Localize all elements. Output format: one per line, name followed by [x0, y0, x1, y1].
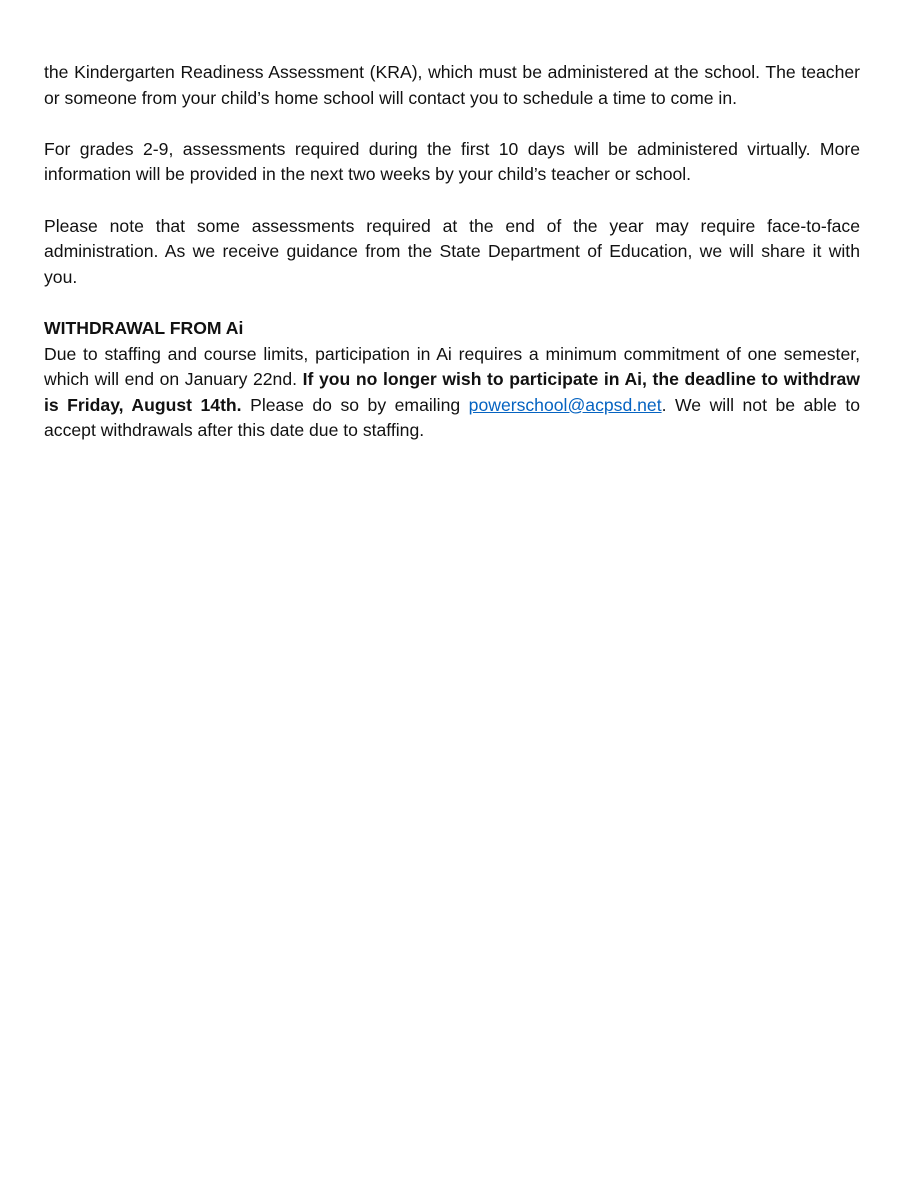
email-link[interactable]: powerschool@acpsd.net	[468, 394, 662, 415]
withdrawal-text-1: Due to staffing and course limits, participation in Ai requires a minimum commitment of one semester, which will end on January 22nd.	[44, 343, 860, 390]
withdrawal-paragraph	[44, 342, 860, 444]
paragraph-end-of-year: Please note that some assessments required at the end of the year may require face-to-face administration. As we receive guidance from the State Department of Education, we will share it with you.	[44, 215, 860, 287]
withdrawal-section	[44, 316, 860, 444]
withdrawal-deadline-text: If you no longer wish to participate in Ai, the deadline to withdraw is Friday, August 14th.	[44, 369, 860, 415]
paragraph-grades-2-9: For grades 2-9, assessments required during the first 10 days will be administered virtually. More information will be provided in the next two weeks by your child’s teacher or school.	[44, 138, 860, 185]
withdrawal-text-3: . We will not be able to accept withdrawals after this date due to staffing.	[44, 394, 861, 441]
withdrawal-heading: WITHDRAWAL FROM Ai	[44, 317, 244, 338]
paragraph-kra: the Kindergarten Readiness Assessment (KRA), which must be administered at the school. The teacher or someone from your child’s home school will contact you to schedule a time to come in.	[44, 62, 860, 108]
withdrawal-text-2: Please do so by emailing	[241, 394, 469, 415]
document-page	[44, 60, 860, 470]
